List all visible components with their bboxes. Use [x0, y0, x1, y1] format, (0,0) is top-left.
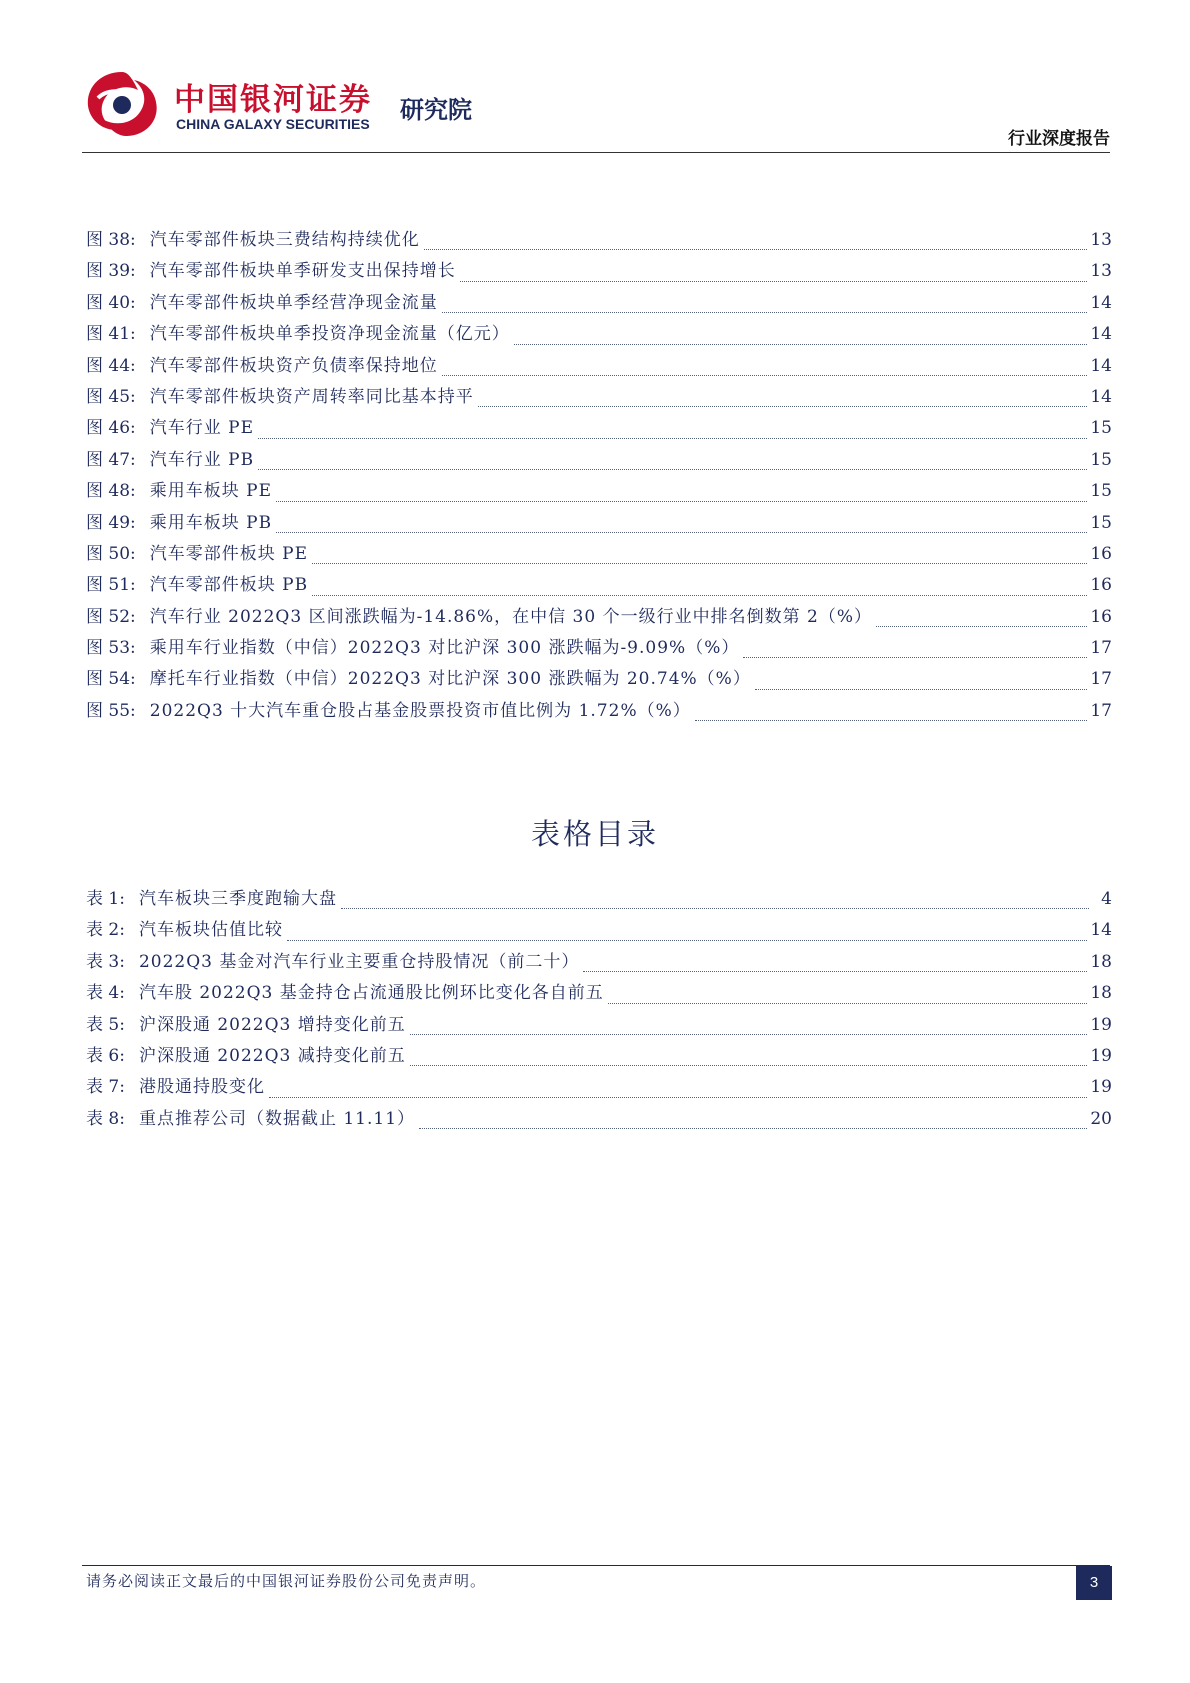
toc-entry[interactable] — [86, 539, 1112, 570]
toc-number: 图 48: — [86, 481, 136, 502]
toc-entry[interactable] — [86, 413, 1112, 444]
toc-page: 14 — [1090, 324, 1112, 345]
toc-title: 汽车零部件板块单季投资净现金流量（亿元） — [149, 324, 510, 345]
toc-entry[interactable] — [86, 256, 1112, 287]
toc-page: 18 — [1090, 983, 1112, 1004]
toc-title: 沪深股通 2022Q3 增持变化前五 — [138, 1014, 406, 1035]
toc-title: 汽车零部件板块 PB — [149, 575, 309, 596]
toc-entry[interactable] — [86, 1041, 1112, 1072]
leader-dots — [258, 438, 1087, 439]
toc-number: 图 41: — [86, 324, 136, 345]
brand-name-en: CHINA GALAXY SECURITIES — [176, 116, 370, 132]
toc-number: 图 39: — [86, 261, 136, 282]
toc-number: 图 51: — [86, 575, 136, 596]
toc-entry[interactable] — [86, 508, 1112, 539]
toc-entry[interactable] — [86, 1104, 1112, 1135]
toc-number: 表 8: — [86, 1108, 125, 1129]
toc-page: 17 — [1090, 669, 1112, 690]
toc-entry[interactable] — [86, 633, 1112, 664]
toc-title: 2022Q3 基金对汽车行业主要重仓持股情况（前二十） — [138, 951, 580, 972]
leader-dots — [755, 689, 1088, 690]
toc-title: 汽车零部件板块单季研发支出保持增长 — [149, 261, 456, 282]
toc-page: 20 — [1090, 1108, 1112, 1129]
toc-entry[interactable] — [86, 884, 1112, 915]
leader-dots — [276, 532, 1087, 533]
toc-page: 19 — [1090, 1045, 1112, 1066]
toc-number: 图 40: — [86, 292, 136, 313]
toc-title: 汽车零部件板块资产负债率保持地位 — [149, 355, 438, 376]
toc-title: 汽车行业 PB — [149, 449, 255, 470]
figure-toc — [86, 225, 1112, 727]
toc-title: 乘用车板块 PE — [149, 481, 273, 502]
toc-entry[interactable] — [86, 351, 1112, 382]
leader-dots — [876, 626, 1087, 627]
toc-page: 19 — [1090, 1077, 1112, 1098]
leader-dots — [460, 281, 1088, 282]
leader-dots — [514, 344, 1088, 345]
toc-number: 表 1: — [86, 889, 125, 909]
toc-entry[interactable] — [86, 382, 1112, 413]
toc-title: 沪深股通 2022Q3 减持变化前五 — [138, 1045, 406, 1066]
toc-title: 汽车零部件板块三费结构持续优化 — [149, 230, 420, 250]
toc-number: 图 44: — [86, 355, 136, 376]
toc-number: 图 50: — [86, 543, 136, 564]
toc-entry[interactable] — [86, 570, 1112, 601]
toc-number: 图 45: — [86, 386, 136, 407]
toc-entry[interactable] — [86, 915, 1112, 946]
toc-number: 图 55: — [86, 700, 136, 721]
toc-number: 图 46: — [86, 418, 136, 439]
toc-page: 15 — [1090, 481, 1112, 502]
leader-dots — [276, 501, 1087, 502]
toc-number: 图 53: — [86, 638, 136, 659]
toc-page: 14 — [1090, 920, 1112, 941]
toc-page: 13 — [1090, 261, 1112, 282]
toc-page: 16 — [1090, 606, 1112, 627]
toc-title: 乘用车板块 PB — [149, 512, 273, 533]
toc-page: 19 — [1090, 1014, 1112, 1035]
leader-dots — [583, 971, 1087, 972]
toc-page: 17 — [1090, 700, 1112, 721]
toc-title: 2022Q3 十大汽车重仓股占基金股票投资市值比例为 1.72%（%） — [149, 700, 691, 721]
toc-page: 16 — [1090, 575, 1112, 596]
toc-title: 汽车板块三季度跑输大盘 — [138, 889, 337, 909]
toc-page: 16 — [1090, 543, 1112, 564]
toc-page: 15 — [1090, 512, 1112, 533]
toc-page: 18 — [1090, 951, 1112, 972]
toc-title: 重点推荐公司（数据截止 11.11） — [138, 1108, 416, 1129]
leader-dots — [424, 249, 1088, 250]
toc-entry[interactable] — [86, 445, 1112, 476]
toc-number: 图 47: — [86, 449, 136, 470]
toc-entry[interactable] — [86, 319, 1112, 350]
toc-entry[interactable] — [86, 602, 1112, 633]
tables-section-title: 表格目录 — [530, 817, 659, 851]
toc-page: 17 — [1090, 638, 1112, 659]
page-number: 3 — [1076, 1566, 1112, 1600]
leader-dots — [312, 563, 1087, 564]
toc-page: 4 — [1101, 889, 1112, 909]
toc-number: 表 3: — [86, 951, 125, 972]
toc-title: 汽车板块估值比较 — [138, 920, 283, 941]
toc-number: 图 38: — [86, 230, 136, 250]
toc-entry[interactable] — [86, 696, 1112, 727]
toc-title: 汽车股 2022Q3 基金持仓占流通股比例环比变化各自前五 — [138, 983, 604, 1004]
toc-page: 14 — [1090, 355, 1112, 376]
leader-dots — [269, 1097, 1087, 1098]
toc-title: 摩托车行业指数（中信）2022Q3 对比沪深 300 涨跌幅为 20.74%（%） — [149, 669, 751, 690]
toc-title: 港股通持股变化 — [138, 1077, 265, 1098]
toc-number: 表 4: — [86, 983, 125, 1004]
toc-entry[interactable] — [86, 664, 1112, 695]
toc-number: 图 54: — [86, 669, 136, 690]
brand-name-cn: 中国银河证券 — [174, 82, 372, 118]
toc-number: 图 49: — [86, 512, 136, 533]
leader-dots — [442, 375, 1088, 376]
leader-dots — [341, 908, 1089, 909]
leader-dots — [287, 940, 1087, 941]
toc-entry[interactable] — [86, 225, 1112, 256]
leader-dots — [695, 720, 1088, 721]
toc-number: 图 52: — [86, 606, 136, 627]
toc-page: 14 — [1090, 292, 1112, 313]
toc-page: 15 — [1090, 418, 1112, 439]
brand-institute: 研究院 — [400, 96, 472, 124]
leader-dots — [743, 657, 1087, 658]
toc-entry[interactable] — [86, 978, 1112, 1009]
toc-entry[interactable] — [86, 476, 1112, 507]
toc-title: 汽车行业 2022Q3 区间涨跌幅为-14.86%，在中信 30 个一级行业中排名倒数第 2（%） — [149, 606, 872, 627]
toc-page: 14 — [1090, 386, 1112, 407]
leader-dots — [258, 469, 1087, 470]
toc-number: 表 5: — [86, 1014, 125, 1035]
leader-dots — [478, 406, 1088, 407]
toc-number: 表 7: — [86, 1077, 125, 1098]
document-type: 行业深度报告 — [1008, 129, 1110, 149]
toc-number: 表 2: — [86, 920, 125, 941]
toc-entry[interactable] — [86, 1010, 1112, 1041]
toc-title: 汽车零部件板块单季经营净现金流量 — [149, 292, 438, 313]
disclaimer-note: 请务必阅读正文最后的中国银河证券股份公司免责声明。 — [86, 1572, 487, 1590]
header-divider — [82, 152, 1110, 153]
toc-entry[interactable] — [86, 947, 1112, 978]
toc-title: 汽车行业 PE — [149, 418, 255, 439]
leader-dots — [312, 595, 1087, 596]
footer-divider — [82, 1565, 1110, 1566]
leader-dots — [608, 1003, 1088, 1004]
leader-dots — [419, 1128, 1087, 1129]
toc-entry[interactable] — [86, 1072, 1112, 1103]
table-toc — [86, 884, 1112, 1135]
galaxy-logo-icon — [82, 68, 162, 140]
toc-title: 乘用车行业指数（中信）2022Q3 对比沪深 300 涨跌幅为-9.09%（%） — [149, 638, 740, 659]
leader-dots — [410, 1065, 1088, 1066]
toc-number: 表 6: — [86, 1045, 125, 1066]
toc-entry[interactable] — [86, 288, 1112, 319]
leader-dots — [410, 1034, 1088, 1035]
toc-page: 13 — [1090, 230, 1112, 250]
leader-dots — [442, 312, 1088, 313]
toc-page: 15 — [1090, 449, 1112, 470]
toc-title: 汽车零部件板块资产周转率同比基本持平 — [149, 386, 474, 407]
toc-title: 汽车零部件板块 PE — [149, 543, 309, 564]
